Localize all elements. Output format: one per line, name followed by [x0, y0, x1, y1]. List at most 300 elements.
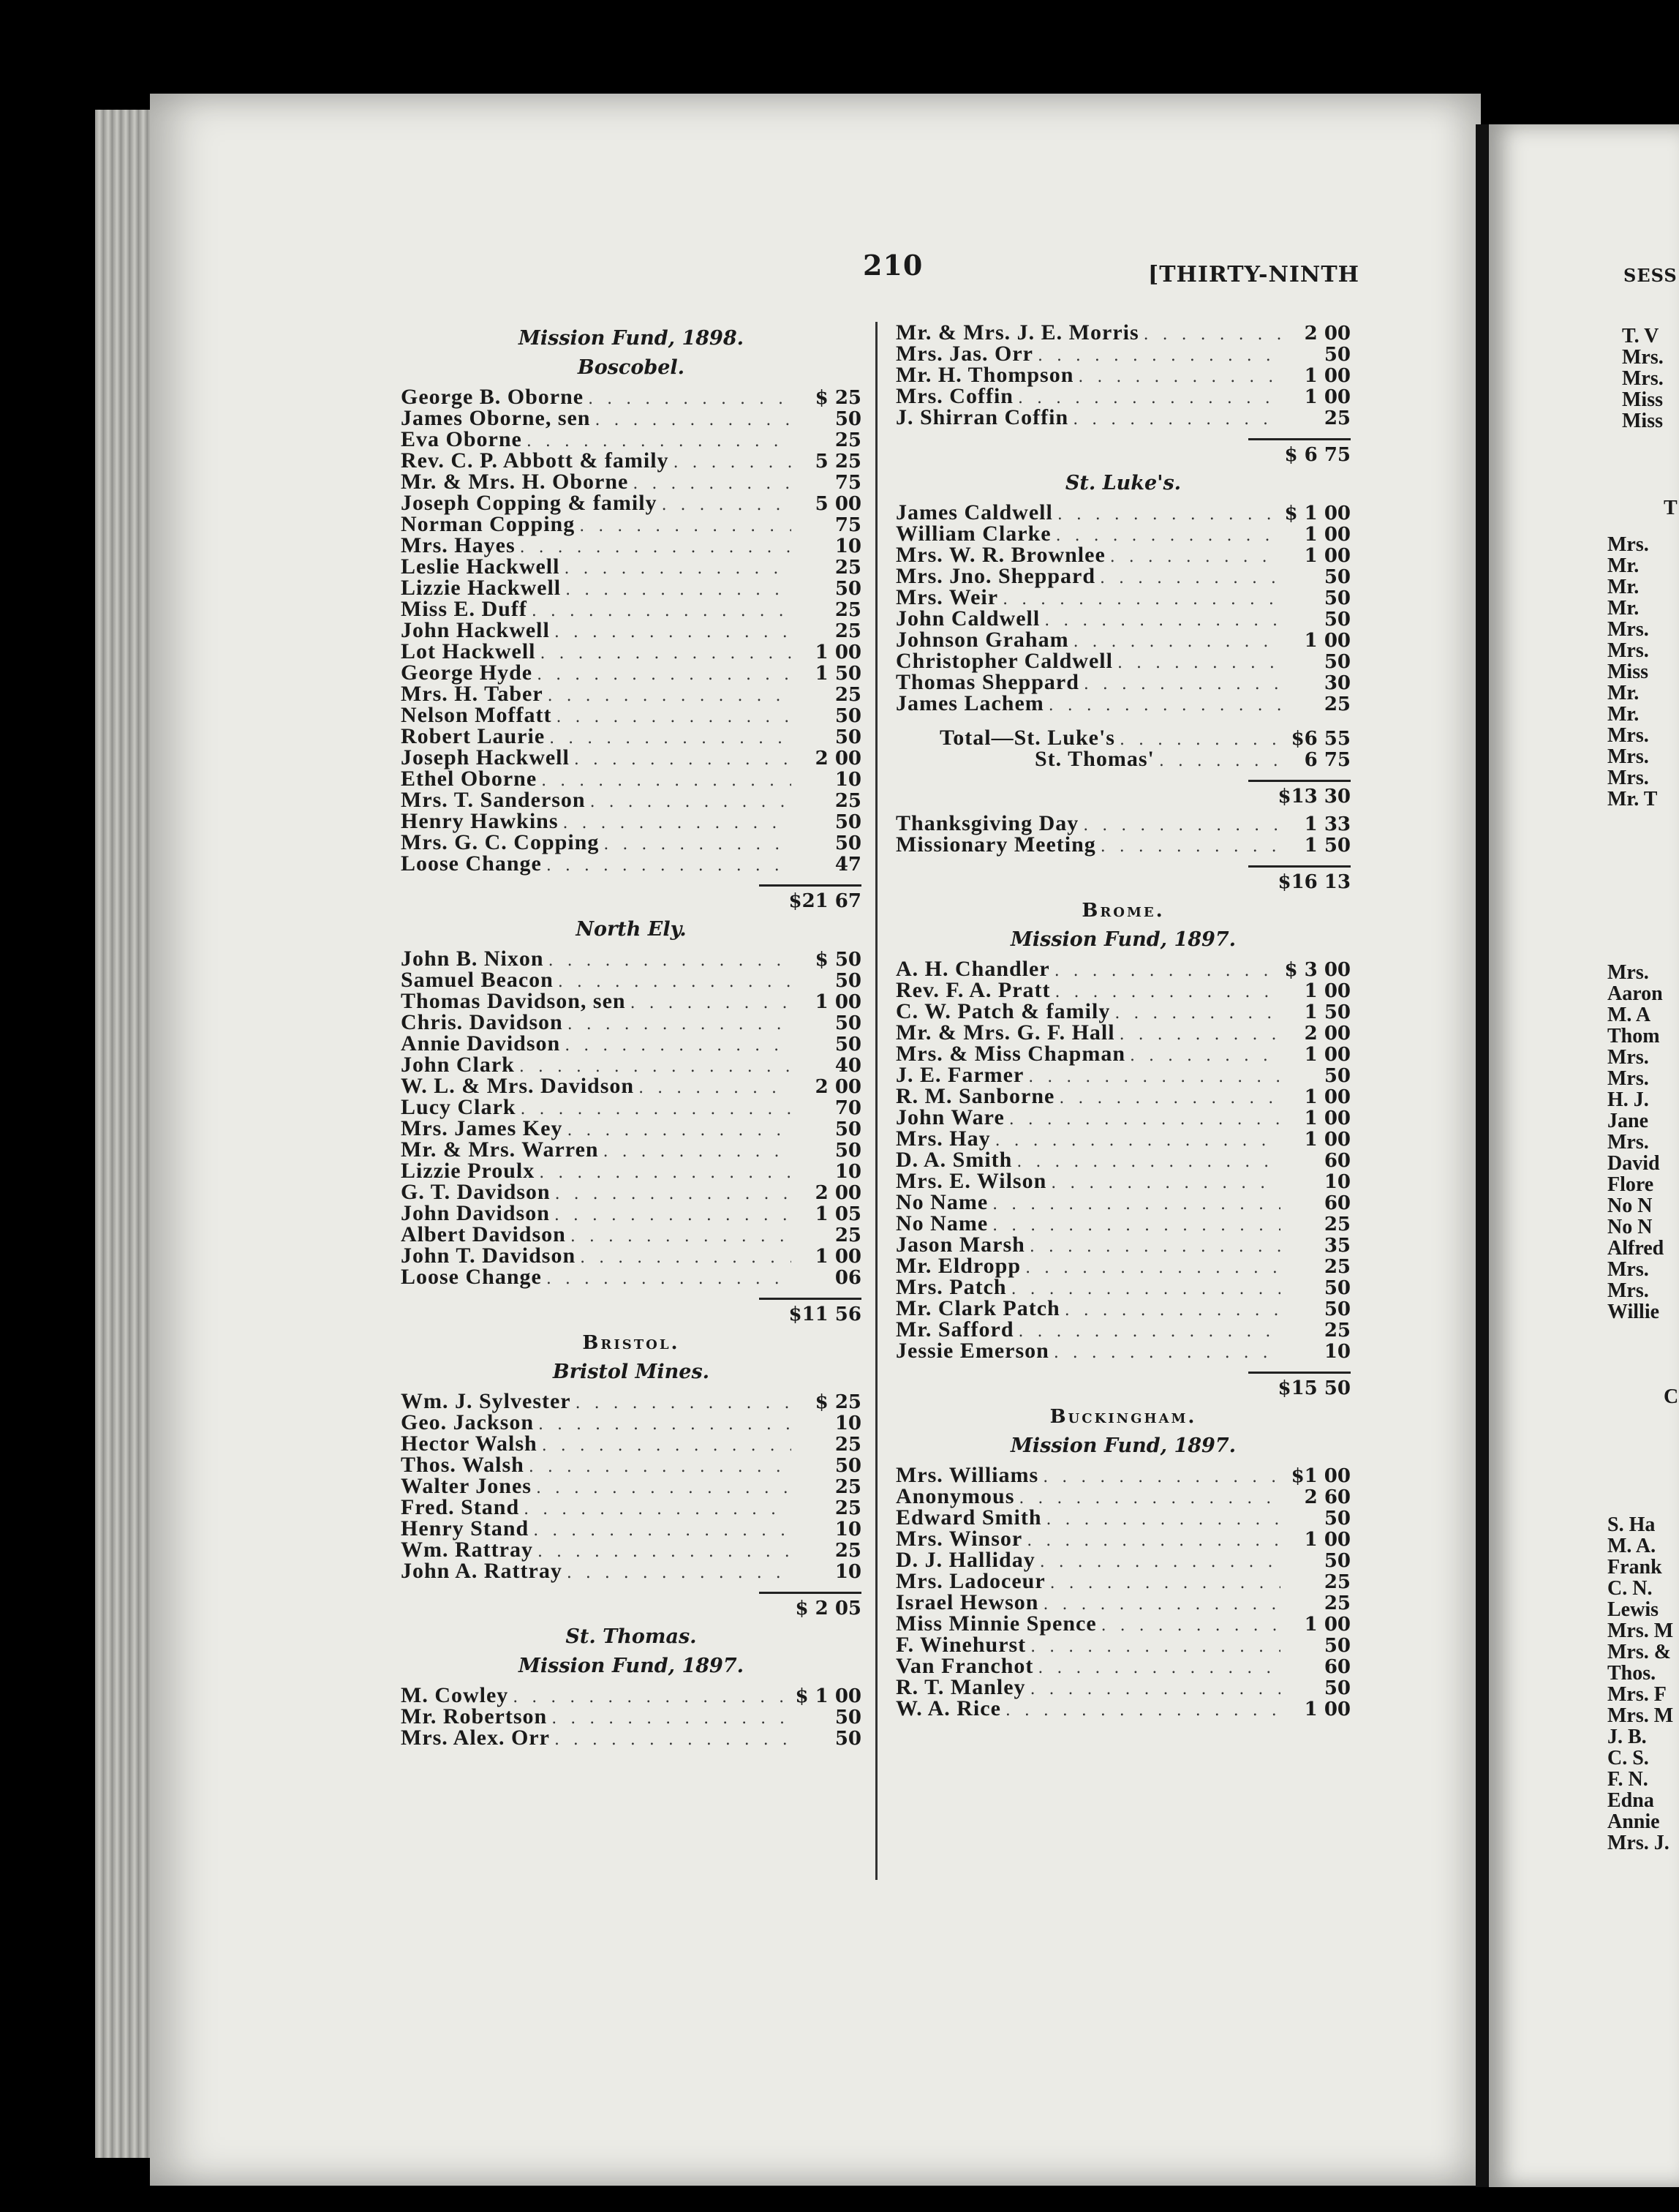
contributor-name: Anonymous	[896, 1484, 1015, 1508]
contribution-row	[401, 1685, 861, 1706]
contributor-name: Rev. C. P. Abbott & family	[401, 448, 669, 473]
contribution-amount: 1 00	[815, 991, 861, 1013]
contributor-name: J. E. Farmer	[896, 1063, 1025, 1087]
section-heading: St. Thomas.	[565, 1625, 697, 1648]
right-page-fragment-line: No N	[1607, 1195, 1653, 1217]
dot-leader	[562, 1562, 791, 1584]
right-page-fragment-group	[1607, 534, 1657, 810]
right-page-fragment-line: Mrs.	[1607, 1067, 1649, 1090]
contributor-name: Mr. Robertson	[401, 1704, 548, 1728]
contribution-row	[896, 727, 1351, 748]
contribution-amount: 50	[834, 578, 861, 600]
dot-leader	[998, 589, 1280, 610]
contribution-amount: 1 05	[815, 1203, 861, 1225]
section-heading: Buckingham.	[1049, 1406, 1197, 1428]
dot-leader	[1042, 1509, 1280, 1530]
dot-leader	[1106, 546, 1280, 568]
contribution-row	[401, 1518, 861, 1539]
contribution-amount: 06	[834, 1267, 861, 1289]
right-page-fragment-line: Willie	[1607, 1301, 1660, 1323]
contribution-amount: 25	[1324, 1320, 1351, 1342]
section-heading: Mission Fund, 1897.	[1010, 928, 1237, 951]
dot-leader	[551, 707, 791, 728]
dot-leader	[571, 1393, 791, 1414]
contribution-row	[896, 1549, 1351, 1570]
contributor-name: Mrs. Ladoceur	[896, 1569, 1046, 1593]
contributor-name: Total—St. Luke's	[940, 726, 1115, 750]
dot-leader	[988, 1194, 1280, 1215]
dot-leader	[527, 601, 791, 622]
right-page-fragment-line: Mrs.	[1607, 745, 1649, 768]
right-page-fragment-line: Mrs.	[1607, 639, 1649, 662]
contribution-amount: 1 00	[1304, 524, 1351, 546]
contributor-name: Geo. Jackson	[401, 1410, 535, 1434]
dot-leader	[550, 622, 791, 643]
contributor-name: Mrs. E. Wilson	[896, 1169, 1047, 1193]
contributor-name: St. Thomas'	[1035, 747, 1155, 771]
sum-rule	[1248, 1372, 1351, 1374]
contribution-row	[896, 364, 1351, 385]
contribution-row	[401, 471, 861, 492]
contribution-amount: 50	[834, 1034, 861, 1056]
right-page-fragment-group	[1622, 326, 1664, 432]
contribution-amount: 25	[834, 1434, 861, 1456]
contribution-amount: 1 00	[1304, 386, 1351, 408]
contribution-amount: 2 00	[1304, 323, 1351, 345]
sum-rule	[759, 884, 861, 887]
contribution-amount: 10	[834, 1412, 861, 1434]
contribution-row	[401, 450, 861, 471]
contribution-amount: 1 00	[1304, 1129, 1351, 1151]
contribution-amount: 10	[1324, 1171, 1351, 1193]
dot-leader	[1038, 1467, 1280, 1488]
contribution-row	[401, 683, 861, 704]
dot-leader	[566, 1226, 791, 1247]
contribution-amount: 50	[1324, 587, 1351, 609]
dot-leader	[1014, 1321, 1280, 1342]
contribution-amount: 75	[834, 472, 861, 494]
contribution-row	[401, 726, 861, 747]
contribution-amount: 1 00	[815, 642, 861, 663]
sum-rule	[1248, 438, 1351, 440]
contribution-amount: 25	[1324, 1214, 1351, 1235]
contribution-row	[896, 565, 1351, 587]
contributor-name: Robert Laurie	[401, 724, 546, 748]
left-column	[401, 322, 861, 1748]
dot-leader	[1044, 695, 1280, 716]
contributor-name: James Lachem	[896, 691, 1044, 715]
right-page-fragment-line: Edna	[1607, 1789, 1654, 1812]
contribution-amount: 47	[834, 854, 861, 876]
contribution-amount: 25	[834, 557, 861, 579]
contribution-row	[401, 1475, 861, 1497]
contributor-name: Eva Oborne	[401, 427, 522, 451]
right-page-fragment-line: Mrs.	[1607, 1258, 1649, 1281]
right-page-fragment-line: Frank	[1607, 1556, 1662, 1579]
contribution-row	[896, 748, 1351, 770]
dot-leader	[1040, 610, 1280, 631]
contributor-name: Loose Change	[401, 1265, 542, 1289]
right-page-fragment-line: Mrs. J.	[1607, 1832, 1669, 1854]
page-gutter	[1476, 124, 1489, 2187]
contribution-amount: 50	[1324, 1298, 1351, 1320]
contributor-name: John A. Rattray	[401, 1559, 562, 1583]
contribution-row	[401, 1160, 861, 1181]
contributor-name: Mrs. Jno. Sheppard	[896, 564, 1096, 588]
dot-leader	[1110, 1003, 1280, 1024]
dot-leader	[550, 1205, 791, 1226]
contribution-row	[401, 1033, 861, 1054]
section-heading: Boscobel.	[577, 356, 685, 379]
page-number: 210	[863, 249, 924, 282]
contributor-name: George Hyde	[401, 661, 533, 685]
contribution-amount: 50	[834, 1140, 861, 1162]
contributor-name: Nelson Moffatt	[401, 703, 552, 727]
contributor-name: Mr. & Mrs. J. E. Morris	[896, 320, 1139, 345]
right-page-fragment-line: Mrs.	[1607, 1131, 1649, 1154]
contributor-name: John Clark	[401, 1053, 515, 1077]
contributor-name: R. T. Manley	[896, 1675, 1026, 1699]
contribution-amount: 25	[834, 1497, 861, 1519]
contributor-name: Mr. & Mrs. H. Oborne	[401, 470, 629, 494]
contribution-amount: 5 00	[815, 493, 861, 515]
contribution-amount: 50	[1324, 609, 1351, 631]
contribution-amount: 50	[834, 1012, 861, 1034]
dot-leader	[1022, 1530, 1280, 1551]
contributor-name: Thanksgiving Day	[896, 811, 1079, 835]
dot-leader	[1005, 1109, 1280, 1130]
dot-leader	[550, 1729, 791, 1750]
contribution-amount: 2 00	[815, 1076, 861, 1098]
dot-leader	[532, 1478, 791, 1499]
contributor-name: C. W. Patch & family	[896, 999, 1111, 1023]
contribution-row	[401, 386, 861, 407]
contribution-amount: 2 00	[815, 1182, 861, 1204]
contribution-row	[896, 629, 1351, 650]
dot-leader	[545, 728, 791, 749]
right-page-fragment-line: C. S.	[1607, 1747, 1649, 1769]
right-page-fragment-line: Mr. T	[1607, 788, 1658, 810]
contribution-row	[896, 1043, 1351, 1064]
contribution-row	[401, 704, 861, 726]
contribution-row	[401, 1539, 861, 1560]
contributor-name: Mrs. Coffin	[896, 384, 1014, 408]
contribution-row	[896, 1149, 1351, 1170]
contribution-row	[896, 1192, 1351, 1213]
right-page-fragment-line: H. J.	[1607, 1088, 1649, 1111]
contribution-row	[401, 969, 861, 990]
dot-leader	[1139, 324, 1280, 345]
dot-leader	[1035, 1551, 1280, 1573]
dot-leader	[599, 1141, 791, 1162]
dot-leader	[542, 1268, 791, 1290]
contribution-row	[896, 1486, 1351, 1507]
contribution-amount: 25	[834, 1224, 861, 1246]
contribution-amount: 50	[834, 705, 861, 727]
contribution-row	[896, 1464, 1351, 1486]
dot-leader	[657, 494, 791, 516]
contributor-name: Miss Minnie Spence	[896, 1611, 1097, 1636]
dot-leader	[1026, 1636, 1280, 1658]
contributor-name: Norman Copping	[401, 512, 576, 536]
dot-leader	[543, 685, 791, 707]
contributor-name: Albert Davidson	[401, 1222, 566, 1246]
contribution-amount: 60	[1324, 1150, 1351, 1172]
contribution-amount: 10	[834, 1561, 861, 1583]
contributor-name: Mrs. James Key	[401, 1116, 563, 1140]
contributor-name: Thomas Davidson, sen	[401, 989, 626, 1013]
contributor-name: Mrs. Weir	[896, 585, 999, 609]
dot-leader	[551, 1184, 791, 1205]
contribution-amount: $6 55	[1291, 728, 1351, 750]
dot-leader	[560, 1035, 791, 1056]
dot-leader	[1097, 1615, 1280, 1636]
contribution-amount: 50	[1324, 1635, 1351, 1657]
contributor-name: Van Franchot	[896, 1654, 1034, 1678]
contribution-row	[401, 1181, 861, 1203]
contribution-amount: 5 25	[815, 451, 861, 473]
dot-leader	[519, 1499, 791, 1520]
contribution-amount: 30	[1324, 672, 1351, 694]
contribution-row	[896, 1592, 1351, 1613]
contribution-amount: 1 00	[815, 1246, 861, 1268]
contribution-amount: $1 00	[1291, 1465, 1351, 1487]
dot-leader	[559, 558, 791, 579]
contribution-row	[896, 1170, 1351, 1192]
section-total: $ 2 05	[795, 1598, 861, 1620]
dot-leader	[1095, 568, 1280, 589]
contribution-amount: 25	[1324, 693, 1351, 715]
right-page-running-fragment: SESS	[1623, 265, 1678, 286]
dot-leader	[584, 388, 791, 410]
contributor-name: Lizzie Proulx	[401, 1159, 535, 1183]
contribution-amount: $ 25	[815, 1391, 861, 1413]
right-page-fragment-line: Mr.	[1607, 703, 1640, 726]
contribution-amount: 25	[834, 1540, 861, 1562]
contribution-row	[896, 385, 1351, 407]
contribution-row	[401, 990, 861, 1012]
section-total: $16 13	[1278, 871, 1351, 893]
contribution-amount: 35	[1324, 1235, 1351, 1257]
dot-leader	[1021, 1257, 1280, 1279]
contribution-amount: $ 50	[815, 949, 861, 971]
section-heading: North Ely.	[576, 918, 687, 941]
contribution-amount: 10	[834, 1519, 861, 1540]
contribution-amount: 1 00	[1304, 1698, 1351, 1720]
right-page-fragment-line: Miss	[1622, 388, 1663, 411]
contributor-name: F. Winehurst	[896, 1633, 1027, 1657]
contributor-name: Mr. H. Thompson	[896, 363, 1074, 387]
right-page-fragment-line: Thos.	[1607, 1662, 1656, 1685]
contributor-name: M. Cowley	[401, 1683, 509, 1707]
contribution-amount: 2 00	[1304, 1023, 1351, 1045]
right-page-fragment-group	[1664, 1386, 1678, 1407]
contribution-row	[896, 1319, 1351, 1340]
contributor-name: J. Shirran Coffin	[896, 405, 1069, 429]
contribution-amount: 25	[1324, 407, 1351, 429]
contribution-row	[401, 1139, 861, 1160]
contribution-row	[401, 768, 861, 789]
right-page-fragment-line: Mrs. M	[1607, 1620, 1674, 1642]
contributor-name: D. J. Halliday	[896, 1548, 1035, 1572]
contribution-row	[401, 810, 861, 832]
contributor-name: Missionary Meeting	[896, 832, 1096, 857]
contribution-row	[401, 1706, 861, 1727]
contributor-name: Annie Davidson	[401, 1031, 561, 1056]
contributor-name: Mrs. H. Taber	[401, 682, 543, 706]
contribution-amount: 50	[834, 726, 861, 748]
contributor-name: Fred. Stand	[401, 1495, 520, 1519]
contribution-amount: 50	[1324, 1065, 1351, 1087]
contribution-amount: 10	[834, 535, 861, 557]
contributor-name: Mr. Clark Patch	[896, 1296, 1060, 1320]
contributor-name: Lizzie Hackwell	[401, 576, 562, 600]
right-page-fragment-line: Mr.	[1607, 682, 1640, 704]
contributor-name: Wm. J. Sylvester	[401, 1389, 571, 1413]
contribution-amount: 1 00	[1304, 1529, 1351, 1551]
dot-leader	[570, 749, 791, 770]
contribution-amount: 50	[1324, 1677, 1351, 1699]
contribution-amount: 1 00	[1304, 1107, 1351, 1129]
contribution-amount: 25	[834, 429, 861, 451]
contributor-name: No Name	[896, 1190, 989, 1214]
contribution-amount: 50	[1324, 651, 1351, 673]
contributor-name: A. H. Chandler	[896, 957, 1050, 981]
dot-leader	[529, 1520, 791, 1541]
contribution-amount: 25	[834, 1476, 861, 1498]
right-page-fragment-line: F. N.	[1607, 1768, 1648, 1791]
right-page-fragment-line: David	[1607, 1152, 1660, 1175]
contribution-amount: 25	[834, 790, 861, 812]
dot-leader	[1079, 815, 1280, 836]
right-page-fragment-line: Mrs.	[1607, 1046, 1649, 1069]
right-page-fragment-line: Mrs.	[1607, 618, 1649, 641]
dot-leader	[991, 1130, 1280, 1151]
contribution-row	[401, 577, 861, 598]
right-page-fragment-line: Mrs.	[1607, 533, 1649, 556]
contribution-amount: 1 50	[815, 663, 861, 685]
contribution-row	[896, 1276, 1351, 1298]
contribution-row	[896, 979, 1351, 1001]
running-title: [THIRTY-NINTH	[1148, 262, 1360, 287]
contributor-name: W. L. & Mrs. Davidson	[401, 1074, 635, 1098]
dot-leader	[634, 1077, 791, 1099]
section-heading: St. Luke's.	[1065, 472, 1182, 494]
contribution-row	[896, 608, 1351, 629]
right-page-fragment-line: Mrs.	[1607, 724, 1649, 747]
right-page-fragment-line: Miss	[1607, 661, 1648, 683]
column-divider	[875, 322, 878, 1880]
contributor-name: D. A. Smith	[896, 1148, 1013, 1172]
dot-leader	[586, 791, 791, 813]
contribution-row	[896, 1213, 1351, 1234]
contribution-row	[896, 1001, 1351, 1022]
dot-leader	[524, 1456, 791, 1478]
contribution-row	[401, 1433, 861, 1454]
contribution-amount: 50	[1324, 566, 1351, 588]
contribution-row	[401, 747, 861, 768]
contribution-row	[896, 1255, 1351, 1276]
contributor-name: Hector Walsh	[401, 1432, 537, 1456]
dot-leader	[1096, 836, 1280, 857]
dot-leader	[1046, 1573, 1280, 1594]
contributor-name: Thos. Walsh	[401, 1453, 524, 1477]
dot-leader	[988, 1215, 1280, 1236]
dot-leader	[536, 643, 792, 664]
contributor-name: Joseph Copping & family	[401, 491, 657, 515]
right-page-fragment-line: Flore	[1607, 1173, 1654, 1196]
contributor-name: Miss E. Duff	[401, 597, 527, 621]
contribution-row	[896, 544, 1351, 565]
contribution-row	[896, 587, 1351, 608]
dot-leader	[1115, 1024, 1280, 1045]
dot-leader	[1014, 1488, 1280, 1509]
dot-leader	[1033, 1658, 1280, 1679]
contribution-amount: 1 00	[1304, 1086, 1351, 1108]
contribution-amount: 6 75	[1304, 749, 1351, 771]
sum-rule	[1248, 865, 1351, 868]
contribution-amount: 25	[1324, 1592, 1351, 1614]
contribution-row	[896, 1298, 1351, 1319]
sum-rule	[1248, 780, 1351, 782]
contribution-row	[896, 693, 1351, 714]
contribution-row	[401, 853, 861, 874]
contribution-row	[896, 1064, 1351, 1086]
right-page-fragment-line: Thom	[1607, 1025, 1660, 1047]
dot-leader	[626, 993, 791, 1014]
right-page-fragment-line: Mr.	[1607, 576, 1640, 598]
dot-leader	[1125, 1045, 1280, 1066]
dot-leader	[1053, 504, 1280, 525]
right-column	[896, 322, 1351, 1719]
dot-leader	[1026, 1679, 1280, 1700]
dot-leader	[542, 855, 791, 876]
contribution-row	[401, 1118, 861, 1139]
contribution-row	[896, 1528, 1351, 1549]
contribution-amount: 50	[834, 1455, 861, 1477]
contribution-amount: 50	[1324, 344, 1351, 366]
right-page-fragment-line: Mr.	[1607, 554, 1640, 577]
contribution-row	[401, 514, 861, 535]
contribution-row	[896, 1677, 1351, 1698]
contributor-name: Mrs. G. C. Copping	[401, 830, 600, 854]
sum-rule	[759, 1592, 861, 1594]
dot-leader	[534, 1414, 791, 1435]
contribution-amount: 10	[834, 1161, 861, 1183]
contribution-amount: 50	[834, 1707, 861, 1728]
contributor-name: Israel Hewson	[896, 1590, 1039, 1614]
contributor-name: Wm. Rattray	[401, 1538, 533, 1562]
contributor-name: Lot Hackwell	[401, 639, 536, 663]
contribution-amount: 1 00	[1304, 980, 1351, 1002]
contribution-row	[896, 523, 1351, 544]
contribution-amount: 25	[1324, 1571, 1351, 1593]
contributor-name: G. T. Davidson	[401, 1180, 551, 1204]
contributor-name: Mrs. W. R. Brownlee	[896, 543, 1106, 567]
contributor-name: W. A. Rice	[896, 1696, 1001, 1720]
contribution-amount: 50	[1324, 1550, 1351, 1572]
contribution-row	[401, 662, 861, 683]
dot-leader	[1025, 1236, 1280, 1257]
contributor-name: Lucy Clark	[401, 1095, 516, 1119]
contributor-name: Chris. Davidson	[401, 1010, 563, 1034]
contribution-row	[896, 407, 1351, 428]
right-page-fragment-group	[1607, 962, 1664, 1323]
contributor-name: John B. Nixon	[401, 947, 544, 971]
contribution-row	[401, 1075, 861, 1096]
contribution-row	[401, 1054, 861, 1075]
contribution-row	[896, 1698, 1351, 1719]
